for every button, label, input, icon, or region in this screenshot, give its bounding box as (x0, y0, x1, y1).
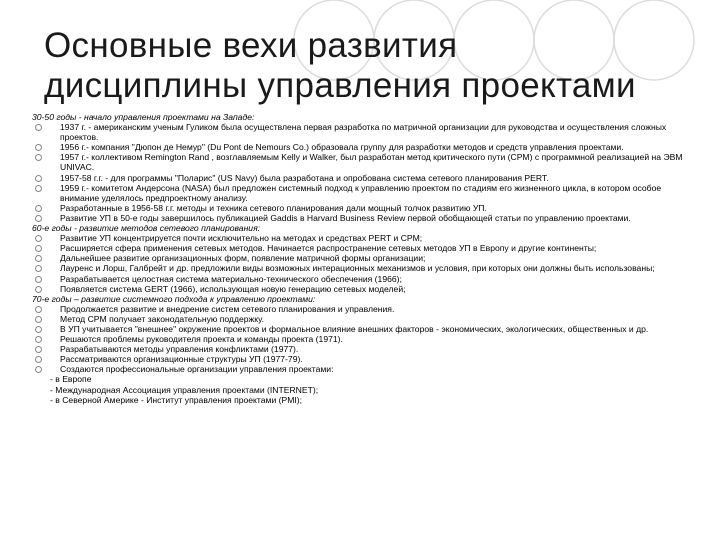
section-header-60s: 60-е годы - развитие методов сетевого планирования: (32, 223, 261, 234)
bullet-icon (35, 286, 42, 293)
bullet-icon (35, 356, 42, 363)
org-line-internet: - Международная Ассоциация управления проектами (INTERNET); (50, 384, 319, 395)
list-item: 1957 г.- коллективом Remington Rand , возглавляемым Kelly и Walker, был разработан метод критического пути (CPM) с программной реализацией на ЭВМ UNIVAC. (32, 152, 692, 172)
list-item: Расширяется сфера применения сетевых методов. Начинается распространение сетевых методов УП в Европу и другие континенты; (32, 243, 692, 253)
list-item: Развитие УП концентрируется почти исключительно на методах и средствах PERT и CPM; (32, 233, 692, 243)
bullet-icon (35, 215, 42, 222)
bullet-icon (35, 235, 42, 242)
page-title (44, 26, 684, 106)
bullet-icon (35, 265, 42, 272)
title-line-1: Основные вехи развития (44, 26, 458, 65)
bullet-icon (35, 346, 42, 353)
org-line-pmi: - в Северной Америке - Институт управления проектами (PMI); (50, 394, 303, 405)
section-header-30-50s: 30-50 годы - начало управления проектами на Западе: (32, 112, 255, 122)
list-item: Метод CPM получает законодательную поддержку. (32, 314, 692, 324)
list-item: Дальнейшее развитие организационных форм, появление матричной формы организации; (32, 253, 692, 263)
list-item: Появляется система GERT (1966), использующая новую генерацию сетевых моделей; (32, 284, 692, 294)
title-line-2: дисциплины управления проектами (44, 66, 636, 105)
list-item: Создаются профессиональные организации управления проектами: (32, 364, 692, 374)
bullet-icon (35, 144, 42, 151)
list-item: 1956 г.- компания "Дюпон де Немур" (Du Pont de Nemours Co.) образовала группу для разработки методов и средств управления проектами. (32, 142, 692, 152)
list-item: Разрабатывается целостная система материально-технического обеспечения (1966); (32, 274, 692, 284)
bullet-icon (35, 245, 42, 252)
list-item: Развитие УП в 50-е годы завершилось публикацией Gaddis в Harvard Business Review первой обобщающей статьи по управлению проектами. (32, 213, 692, 223)
list-item: Разработанные в 1956-58 г.г. методы и техника сетевого планирования дали мощный толчок развитию УП. (32, 203, 692, 213)
content-body (32, 112, 692, 405)
list-item: Лауренс и Лорш, Галбрейт и др. предложили виды возможных интерационных механизмов и условия, при которых они должны быть использованы; (32, 263, 692, 273)
list-item: В УП учитывается "внешнее" окружение проектов и формальное влияние внешних факторов - экономических, экологических, общественных и др. (32, 324, 692, 334)
list-item: 1959 г.- комитетом Андерсона (NASA) был предложен системный подход к управлению проектом по стадиям его жизненного цикла, в котором особое внимание уделялось предпроектному анализу. (32, 183, 692, 203)
list-item: Разрабатываются методы управления конфликтами (1977). (32, 344, 692, 354)
list-item: Рассматриваются организационные структуры УП (1977-79). (32, 354, 692, 364)
list-item: Решаются проблемы руководителя проекта и команды проекта (1971). (32, 334, 692, 344)
org-line-europe: - в Европе (50, 374, 92, 385)
bullet-icon (35, 316, 42, 323)
bullet-icon (35, 175, 42, 182)
bullet-icon (35, 255, 42, 262)
section-header-70s: 70-е годы – развитие системного подхода к управлению проектами: (32, 293, 316, 304)
list-item: Продолжается развитие и внедрение систем сетевого планирования и управления. (32, 304, 692, 314)
bullet-icon (35, 306, 42, 313)
bullet-icon (35, 326, 42, 333)
bullet-icon (35, 124, 42, 131)
list-item: 1937 г. - американским ученым Гуликом была осуществлена первая разработка по матричной организации для руководства и осуществления сложных проектов. (32, 122, 692, 142)
bullet-icon (35, 154, 42, 161)
bullet-icon (35, 185, 42, 192)
bullet-icon (35, 336, 42, 343)
bullet-icon (35, 205, 42, 212)
list-item: 1957-58 г.г. - для программы "Поларис" (US Navy) была разработана и опробована система сетевого планирования PERT. (32, 173, 692, 183)
bullet-icon (35, 276, 42, 283)
bullet-icon (35, 366, 42, 373)
